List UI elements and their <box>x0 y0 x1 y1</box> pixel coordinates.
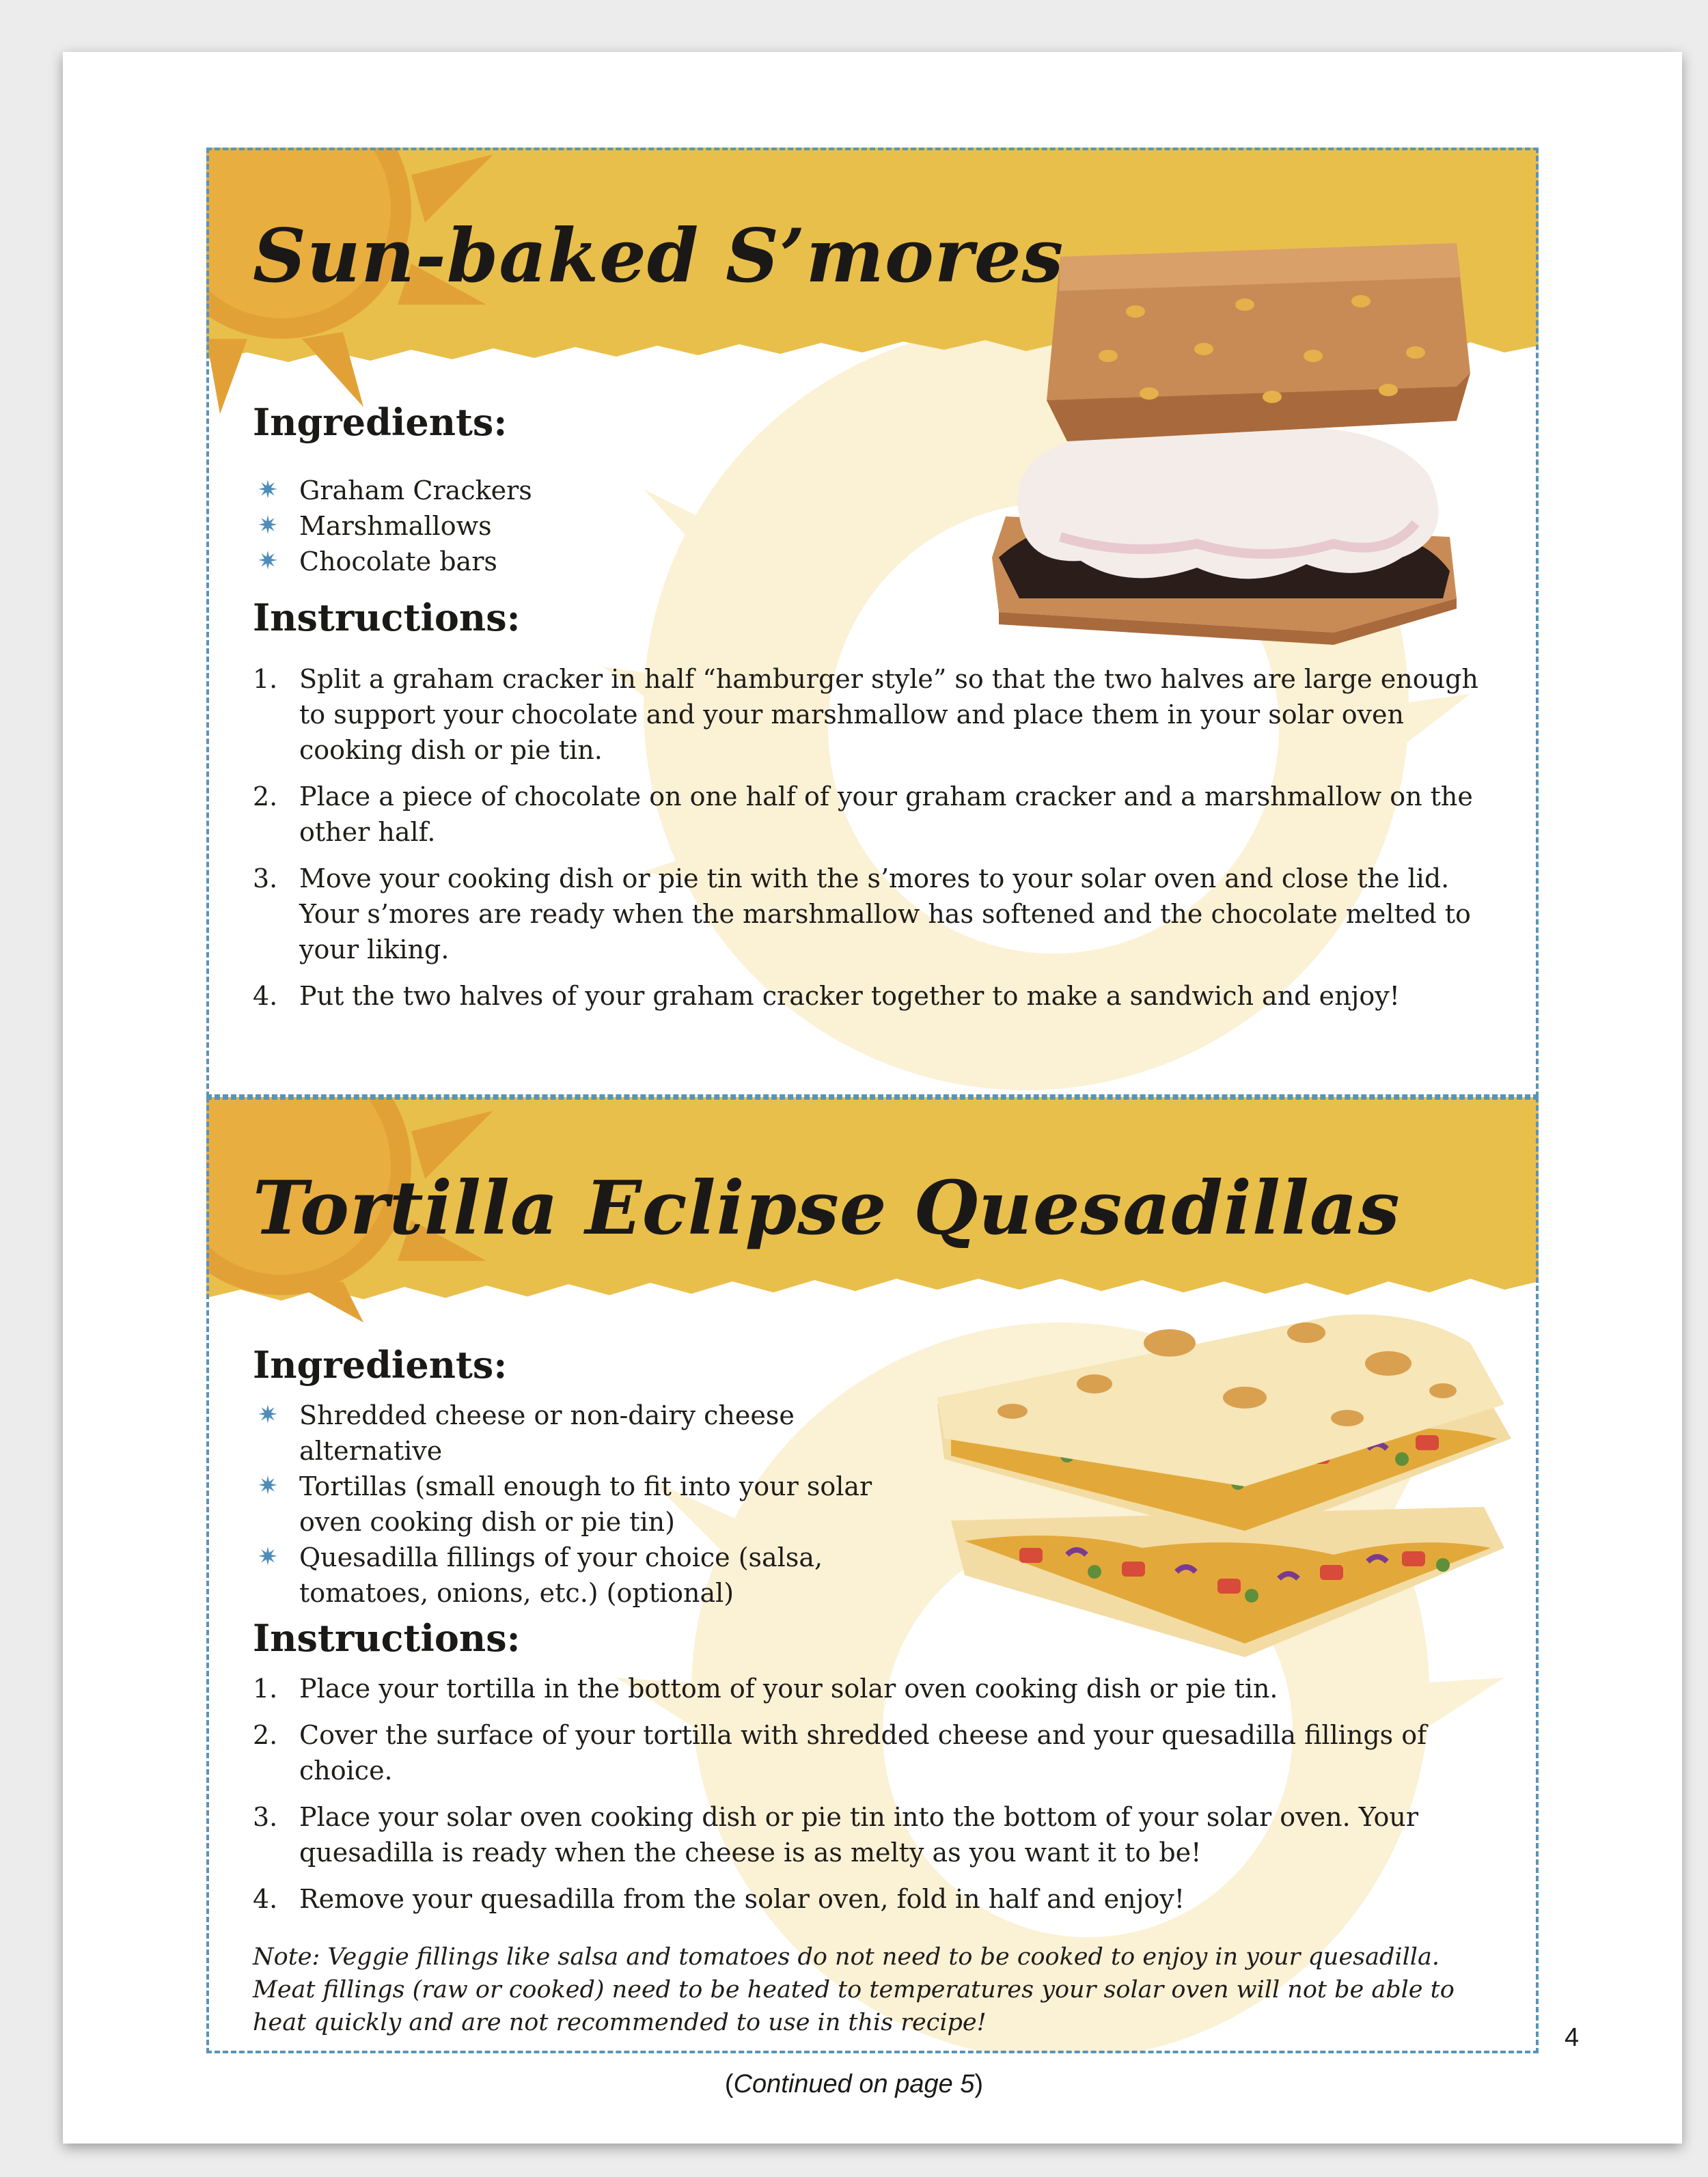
snowflake-star-icon: ✷ <box>257 1401 279 1429</box>
instruction-step: 2. Place a piece of chocolate on one half of your graham cracker and a marshmallow on the other half. <box>253 781 1473 847</box>
instruction-step: 4. Put the two halves of your graham cracker together to make a sandwich and enjoy! <box>253 981 1400 1011</box>
instruction-step: 4. Remove your quesadilla from the solar oven, fold in half and enjoy! <box>253 1884 1185 1914</box>
instruction-step: 1. Place your tortilla in the bottom of your solar oven cooking dish or pie tin. <box>253 1674 1278 1704</box>
continued-note: (Continued on page 5) <box>724 2070 984 2098</box>
ingredients-heading: Ingredients: <box>253 400 508 444</box>
ingredient-item: ✷ Shredded cheese or non-dairy cheese alternative <box>253 1398 936 1469</box>
ingredients-list <box>253 1398 936 1611</box>
ingredient-item: ✷ Graham Crackers <box>253 473 532 508</box>
continued-text: Continued on page 5 <box>733 2070 975 2098</box>
instructions-heading: Instructions: <box>253 1616 521 1660</box>
instructions-list <box>253 661 1496 1025</box>
recipe-card-smores <box>206 148 1539 1097</box>
instruction-step: 3. Move your cooking dish or pie tin with the s’mores to your solar oven and close the lid. Your s’mores are ready when the marshmallow has softened and the chocolate melted to your liking. <box>253 863 1471 965</box>
recipe-title: Sun-baked S’mores <box>253 213 1064 299</box>
ingredients-heading: Ingredients: <box>253 1343 508 1387</box>
recipe-card-quesadillas <box>206 1097 1539 2053</box>
snowflake-star-icon: ✷ <box>257 476 279 504</box>
page-number: 4 <box>1565 2023 1580 2052</box>
ingredients-list <box>253 473 532 579</box>
snowflake-star-icon: ✷ <box>257 1472 279 1500</box>
instructions-heading: Instructions: <box>253 596 521 639</box>
recipe-title: Tortilla Eclipse Quesadillas <box>253 1165 1401 1251</box>
ingredient-item: ✷ Marshmallows <box>253 508 532 544</box>
quesadilla-illustration <box>924 1302 1532 1684</box>
instructions-list <box>253 1671 1496 1928</box>
ingredient-item: ✷ Quesadilla fillings of your choice (salsa, tomatoes, onions, etc.) (optional) <box>253 1540 936 1611</box>
ingredient-item: ✷ Chocolate bars <box>253 544 532 579</box>
snowflake-star-icon: ✷ <box>257 547 279 575</box>
snowflake-star-icon: ✷ <box>257 512 279 540</box>
instruction-step: 2. Cover the surface of your tortilla with shredded cheese and your quesadilla fillings of choice. <box>253 1720 1427 1786</box>
snowflake-star-icon: ✷ <box>257 1543 279 1571</box>
recipe-note: Note: Veggie fillings like salsa and tomatoes do not need to be cooked to enjoy in your quesadilla. Meat fillings (raw or cooked) need to be heated to temperatures your solar oven will not be able to heat quickly and are not recommended to use in this recipe! <box>253 1943 1455 2036</box>
instruction-step: 1. Split a graham cracker in half “hamburger style” so that the two halves are large enough to support your chocolate and your marshmallow and place them in your solar oven cooking dish or pie tin. <box>253 664 1478 765</box>
instruction-step: 3. Place your solar oven cooking dish or pie tin into the bottom of your solar oven. Your quesadilla is ready when the cheese is as melty as you want it to be! <box>253 1802 1419 1868</box>
ingredient-item: ✷ Tortillas (small enough to fit into your solar oven cooking dish or pie tin) <box>253 1469 936 1540</box>
